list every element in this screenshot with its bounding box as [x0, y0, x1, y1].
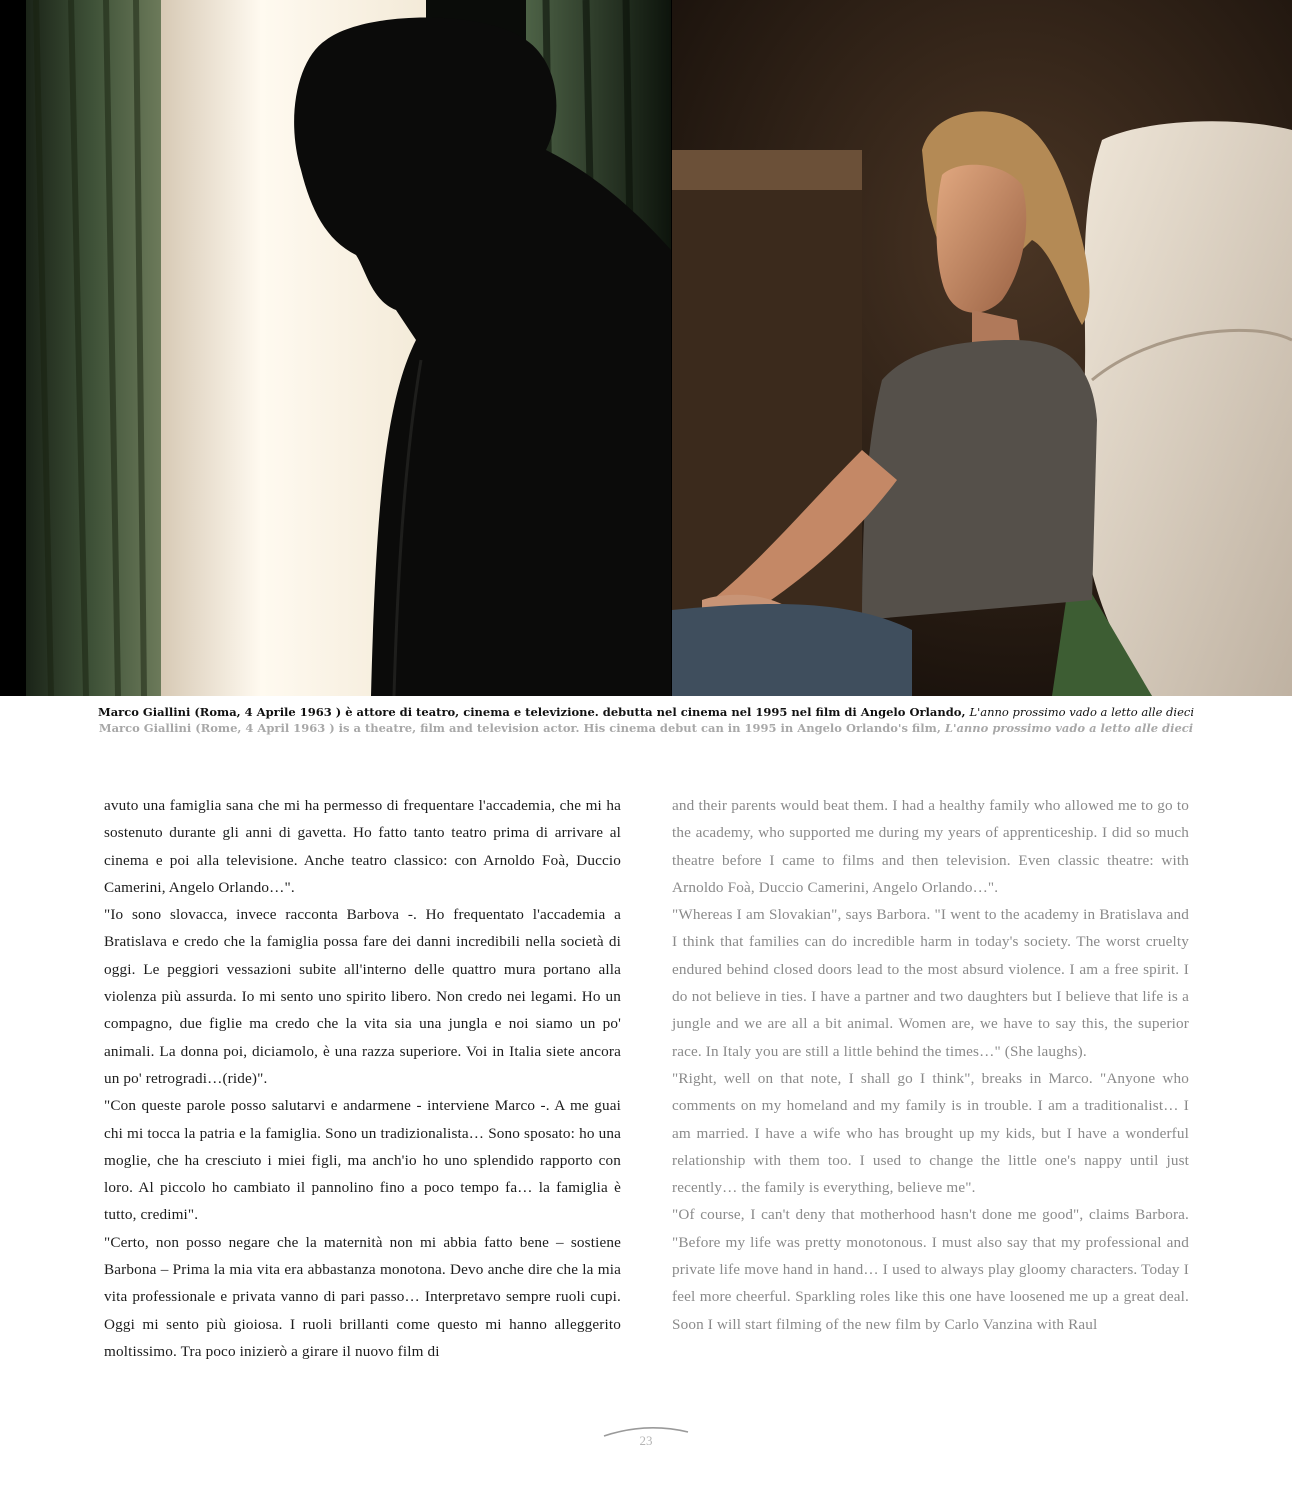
caption-italian-text: Marco Giallini (Roma, 4 Aprile 1963 ) è attore di teatro, cinema e televizione. debutta nel cinema nel 1995 nel film di Angelo Orlando, — [97, 705, 966, 719]
photo-caption-italian — [0, 704, 1292, 720]
photo-woman-by-bed — [672, 0, 1292, 696]
photo-strip — [0, 0, 1292, 696]
photo-man-by-window — [26, 0, 671, 696]
caption-english-text: Marco Giallini (Rome, 4 April 1963 ) is a theatre, film and television actor. His cinema debut can in 1995 in Angelo Orlando's film, — [98, 721, 941, 735]
paragraph: "Right, well on that note, I shall go I think", breaks in Marco. "Anyone who comments on my homeland and my family is in trouble. I am a traditionalist… I am married. I have a wife who has brought up my kids, but I have a wonderful relationship with them too. I used to change the little one's nappy until just recently… the family is everything, believe me". — [672, 1069, 1189, 1197]
paragraph: "Con queste parole posso salutarvi e andarmene - interviene Marco -. A me guai chi mi tocca la patria e la famiglia. Sono un tradizionalista… Sono sposato: ho una moglie, che ha cresciuto i miei figli, ma anch'io ho uno splendido rapporto con loro. Al piccolo ho cambiato il pannolino fino a poco tempo fa… la famiglia è tutto, credimi". — [104, 1097, 621, 1224]
photo-caption-english — [0, 720, 1292, 736]
italian-text-column — [104, 792, 621, 1365]
paragraph: and their parents would beat them. I had a healthy family who allowed me to go to the academy, who supported me during my years of apprenticeship. I did so much theatre before I came to films and then television. Even classic theatre: with Arnoldo Foà, Duccio Camerini, Angelo Orlando…". — [672, 797, 1189, 896]
paragraph: "Certo, non posso negare che la maternità non mi abbia fatto bene – sostiene Barbona – Prima la mia vita era abbastanza monotona. Devo anche dire che la mia vita professionale e privata vanno di pari passo… Interpretavo sempre ruoli cupi. Oggi mi sento più gioiosa. I ruoli brillanti come questo mi hanno alleggerito moltissimo. Tra poco inizierò a girare il nuovo film di — [104, 1233, 621, 1360]
page-number: 23 — [639, 1433, 653, 1448]
paragraph: "Of course, I can't deny that motherhood hasn't done me good", claims Barbora. "Before my life was pretty monotonous. I must also say that my professional and private life move hand in hand… I used to always play gloomy characters. Today I feel more cheerful. Sparkling roles like this one have loosened me up a great deal. Soon I will start filming of the new film by Carlo Vanzina with Raul — [672, 1206, 1189, 1333]
paragraph: avuto una famiglia sana che mi ha permesso di frequentare l'accademia, che mi ha sostenuto durante gli anni di gavetta. Ho fatto tanto teatro prima di arrivare al cinema e poi alla televisione. Anche teatro classico: con Arnoldo Foà, Duccio Camerini, Angelo Orlando…". — [104, 797, 621, 896]
caption-english-film-title: L'anno prossimo vado a letto alle dieci — [944, 721, 1194, 735]
caption-italian-film-title: L'anno prossimo vado a letto alle dieci — [969, 705, 1195, 719]
paragraph: "Io sono slovacca, invece racconta Barbova -. Ho frequentato l'accademia a Bratislava e credo che la famiglia possa fare dei danni incredibili nella società di oggi. Le peggiori vessazioni subite all'interno delle quattro mura portano alla violenza più assurda. Io mi sento uno spirito libero. Non credo nei legami. Ho un compagno, due figlie ma credo che la vita sia una jungla e noi siamo un po' animali. La donna poi, diciamolo, è una razza superiore. Voi in Italia siete ancora un po' retrogradi…(ride)". — [104, 906, 621, 1087]
english-text-column — [672, 792, 1189, 1338]
paragraph: "Whereas I am Slovakian", says Barbora. "I went to the academy in Bratislava and I think that families can do incredible harm in today's society. The worst cruelty endured behind closed doors lead to the most absurd violence. I am a free spirit. I do not believe in ties. I have a partner and two daughters but I believe that life is a jungle and we are all a bit animal. Women are, we have to say this, the superior race. In Italy you are still a little behind the times…" (She laughs). — [672, 906, 1189, 1060]
